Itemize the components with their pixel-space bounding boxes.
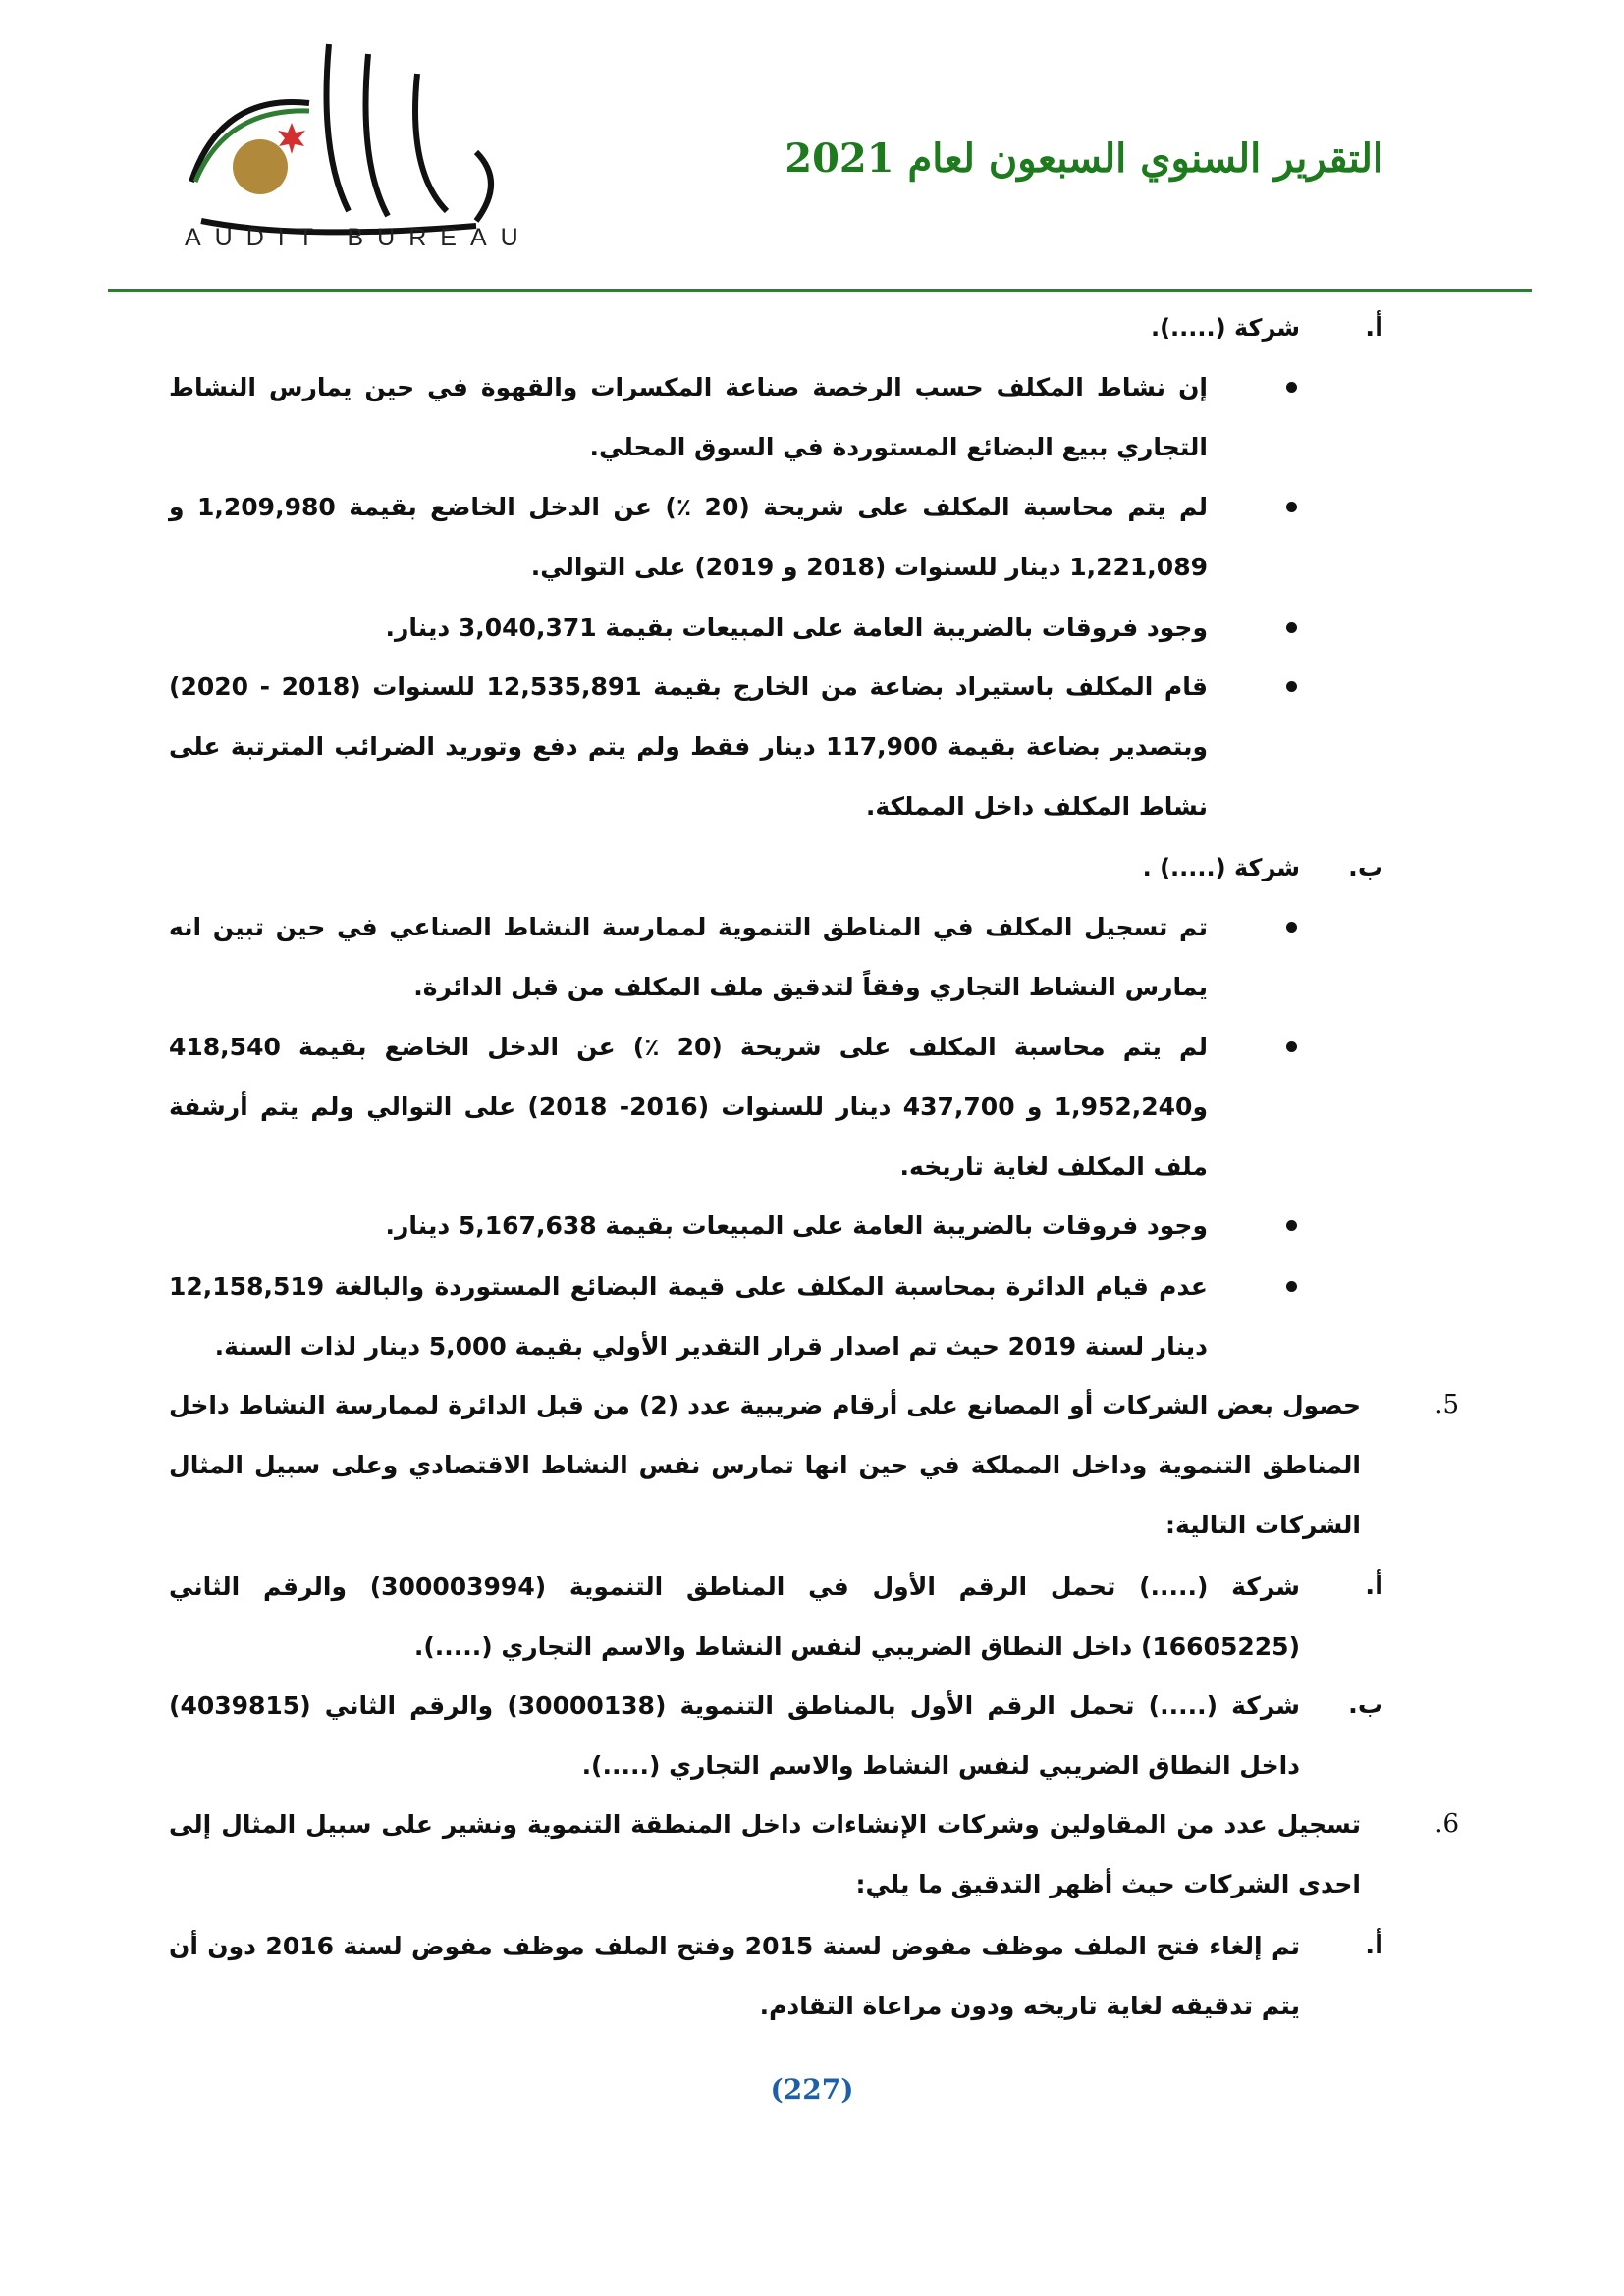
logo-english-text: AUDIT BUREAU: [185, 224, 532, 251]
list-item: لم يتم محاسبة المكلف على شريحة (20 ٪) عن الدخل الخاضع بقيمة 418,540 و1,952,240 و 437,700 دينار للسنوات (2016- 2018) على التوالي ولم يتم أرشفة ملف المكلف لغاية تاريخه.: [169, 1033, 1208, 1181]
numbered-item-text: تسجيل عدد من المقاولين وشركات الإنشاءات داخل المنطقة التنموية ونشير على سبيل المثال إلى احدى الشركات حيث أظهر التدقيق ما يلي:: [169, 1810, 1361, 1898]
list-item: تم تسجيل المكلف في المناطق التنموية لممارسة النشاط الصناعي في حين تبين انه يمارس النشاط التجاري وفقاً لتدقيق ملف المكلف من قبل الدائرة.: [169, 913, 1208, 1001]
sub-item-text: تم إلغاء فتح الملف موظف مفوض لسنة 2015 وفتح الملف موظف مفوض لسنة 2016 دون أن يتم تدقيقه لغاية تاريخه ودون مراعاة التقادم.: [169, 1932, 1300, 2020]
sub-item-text: شركة (.....) تحمل الرقم الأول بالمناطق التنموية (30000138) والرقم الثاني (4039815) داخل النطاق الضريبي لنفس النشاط والاسم التجاري (.....).: [169, 1691, 1300, 1780]
section-heading: شركة (.....) .: [1142, 854, 1300, 881]
list-item: وجود فروقات بالضريبة العامة على المبيعات بقيمة 5,167,638 دينار.: [385, 1211, 1208, 1240]
item-number: 6.: [1435, 1809, 1459, 1839]
section-marker: ب.: [1347, 853, 1383, 882]
bullet-icon: [1286, 382, 1297, 393]
report-title: التقرير السنوي السبعون لعام 2021: [785, 135, 1383, 182]
bullet-icon: [1286, 1281, 1297, 1292]
sub-item-text: شركة (.....) تحمل الرقم الأول في المناطق التنموية (300003994) والرقم الثاني (16605225) داخل النطاق الضريبي لنفس النشاط والاسم التجاري (.....).: [169, 1573, 1300, 1661]
item-marker: أ.: [1365, 1572, 1383, 1601]
list-item: لم يتم محاسبة المكلف على شريحة (20 ٪) عن الدخل الخاضع بقيمة 1,209,980 و 1,221,089 دينار للسنوات (2018 و 2019) على التوالي.: [169, 493, 1208, 581]
bullet-icon: [1286, 622, 1297, 633]
bullet-icon: [1286, 502, 1297, 512]
list-item: عدم قيام الدائرة بمحاسبة المكلف على قيمة البضائع المستوردة والبالغة 12,158,519 دينار لسنة 2019 حيث تم اصدار قرار التقدير الأولي بقيمة 5,000 دينار لذات السنة.: [169, 1272, 1208, 1361]
bullet-icon: [1286, 922, 1297, 933]
item-marker: أ.: [1365, 1931, 1383, 1960]
list-item: وجود فروقات بالضريبة العامة على المبيعات بقيمة 3,040,371 دينار.: [385, 614, 1208, 642]
item-marker: ب.: [1347, 1690, 1383, 1720]
list-item: قام المكلف باستيراد بضاعة من الخارج بقيمة 12,535,891 للسنوات (2018 - 2020) وبتصدير بضاعة بقيمة 117,900 دينار فقط ولم يتم دفع وتوريد الضرائب المترتبة على نشاط المكلف داخل المملكة.: [169, 672, 1208, 821]
page-number: (227): [770, 2073, 854, 2106]
item-number: 5.: [1435, 1390, 1459, 1419]
bullet-icon: [1286, 1220, 1297, 1231]
section-heading: شركة (.....).: [1150, 314, 1300, 342]
header-divider: [108, 289, 1532, 292]
numbered-item-text: حصول بعض الشركات أو المصانع على أرقام ضريبية عدد (2) من قبل الدائرة لممارسة النشاط داخل المناطق التنموية وداخل المملكة في حين انها تمارس نفس النشاط الاقتصادي وعلى سبيل المثال الشركات التالية:: [169, 1391, 1361, 1539]
bullet-icon: [1286, 1041, 1297, 1052]
bullet-icon: [1286, 681, 1297, 692]
list-item: إن نشاط المكلف حسب الرخصة صناعة المكسرات والقهوة في حين يمارس النشاط التجاري ببيع البضائع المستوردة في السوق المحلي.: [169, 373, 1208, 461]
section-marker: أ.: [1365, 313, 1383, 343]
